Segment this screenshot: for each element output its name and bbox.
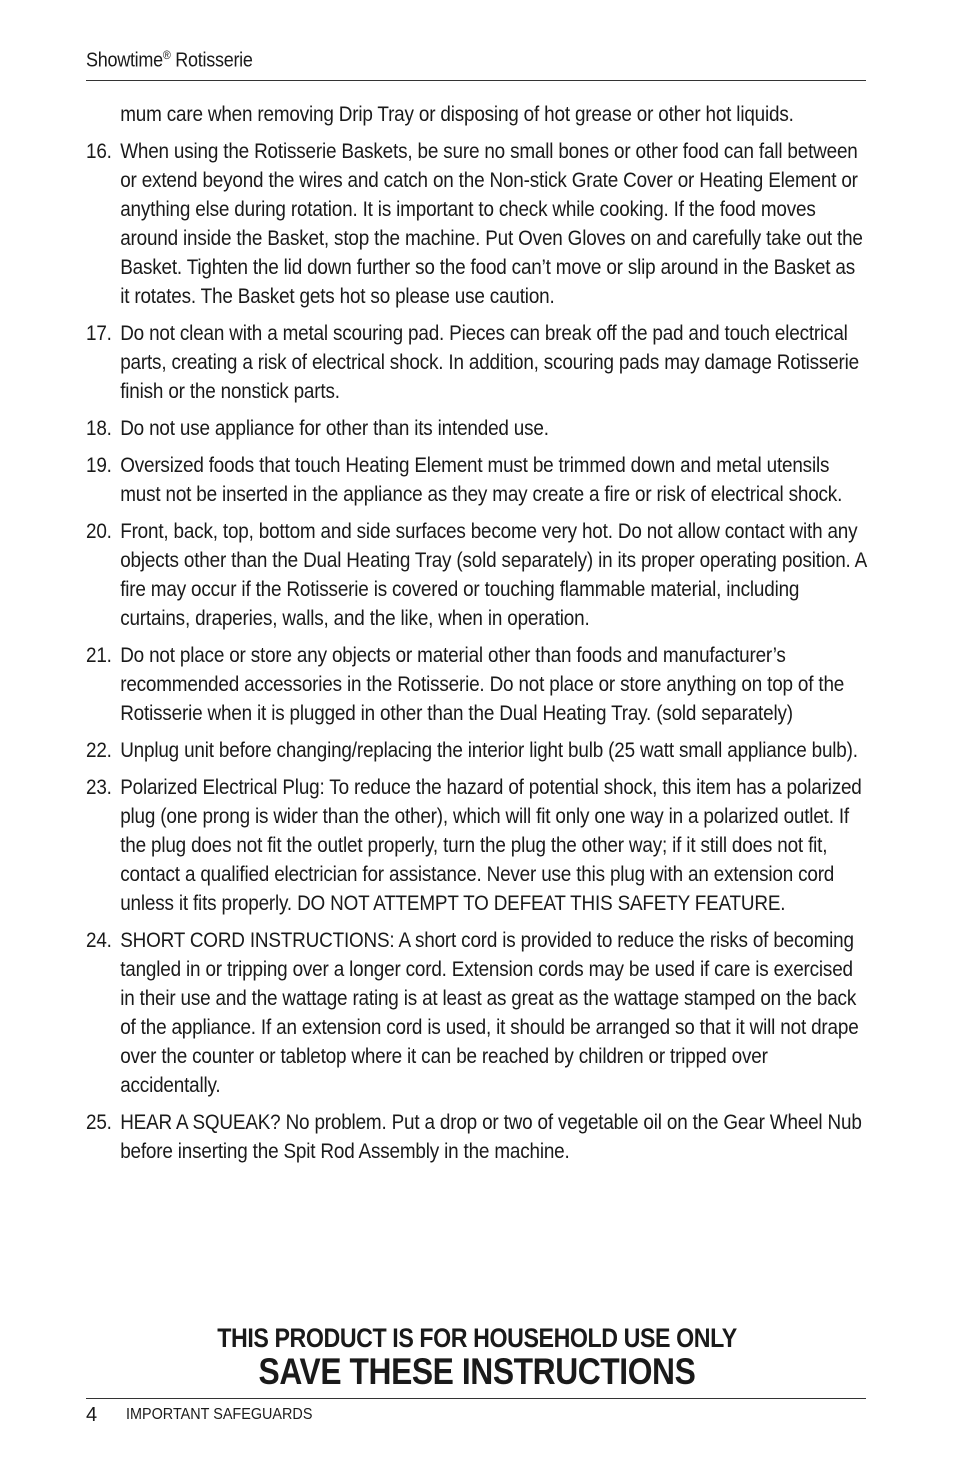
list-item bbox=[86, 1108, 867, 1166]
running-header bbox=[86, 48, 788, 73]
item-number: 21. bbox=[86, 644, 112, 667]
item-text: When using the Rotisserie Baskets, be sure no small bones or other food can fall between or extend beyond the wires and catch on the Non-stick Grate Cover or Heating Element or anything else during rotation. It is important to check while cooking. If the food moves around inside the Basket, stop the machine. Put Oven Gloves on and carefully take out the Basket. Tighten the lid down further so the food can’t move or slip around in the Basket as it rotates. The Basket gets hot so please use caution. bbox=[120, 140, 863, 308]
continued-text: mum care when removing Drip Tray or disposing of hot grease or other hot liquids. bbox=[120, 103, 794, 126]
item-number: 23. bbox=[86, 776, 112, 799]
page-number: 4 bbox=[86, 1404, 98, 1426]
header-title: Showtime bbox=[86, 49, 163, 72]
list-item bbox=[86, 736, 867, 765]
header-subtitle: Rotisserie bbox=[175, 49, 253, 72]
list-item bbox=[86, 137, 867, 311]
item-number: 16. bbox=[86, 140, 112, 163]
item-number: 20. bbox=[86, 520, 112, 543]
footer-rule bbox=[86, 1398, 866, 1399]
header-rule bbox=[86, 80, 866, 81]
item-text: Do not clean with a metal scouring pad. Pieces can break off the pad and touch electrical parts, creating a risk of electrical shock. In addition, scouring pads may damage Rotisserie finish or the nonstick parts. bbox=[120, 322, 859, 403]
save-instructions-heading: SAVE THESE INSTRUCTIONS bbox=[258, 1351, 696, 1392]
item-text: HEAR A SQUEAK? No problem. Put a drop or two of vegetable oil on the Gear Wheel Nub before inserting the Spit Rod Assembly in the machine. bbox=[120, 1111, 862, 1163]
item-text: Front, back, top, bottom and side surfaces become very hot. Do not allow contact with any objects other than the Dual Heating Tray (sold separately) in its proper operating position. A fire may occur if the Rotisserie is covered or touching flammable material, including curtains, draperies, walls, and the like, when in operation. bbox=[120, 520, 867, 630]
item-text: Oversized foods that touch Heating Element must be trimmed down and metal utensils must not be inserted in the appliance as they may create a fire or risk of electrical shock. bbox=[120, 454, 843, 506]
list-item bbox=[86, 926, 867, 1100]
item-text: Polarized Electrical Plug: To reduce the hazard of potential shock, this item has a polarized plug (one prong is wider than the other), which will fit only one way in a polarized outlet. If the plug does not fit the outlet properly, turn the plug the other way; if it still does not fit, contact a qualified electrician for assistance. Never use this plug with an extension cord unless it fits properly. DO NOT ATTEMPT TO DEFEAT THIS SAFETY FEATURE. bbox=[120, 776, 862, 915]
item-number: 25. bbox=[86, 1111, 112, 1134]
list-item bbox=[86, 517, 867, 633]
list-item bbox=[86, 641, 867, 728]
item-text: Unplug unit before changing/replacing the interior light bulb (25 watt small appliance bulb). bbox=[120, 739, 858, 762]
item-text: Do not place or store any objects or material other than foods and manufacturer’s recommended accessories in the Rotisserie. Do not place or store anything on top of the Rotisserie when it is plugged in other than the Dual Heating Tray. (sold separately) bbox=[120, 644, 845, 725]
numbered-items bbox=[86, 137, 867, 1166]
list-item bbox=[86, 414, 867, 443]
item-number: 18. bbox=[86, 417, 112, 440]
item-number: 19. bbox=[86, 454, 112, 477]
item-number: 24. bbox=[86, 929, 112, 952]
item-number: 17. bbox=[86, 322, 112, 345]
list-item bbox=[86, 451, 867, 509]
registered-mark: ® bbox=[162, 48, 171, 62]
item-text: SHORT CORD INSTRUCTIONS: A short cord is provided to reduce the risks of becoming tangled in or tripping over a longer cord. Extension cords may be used if care is exercised in their use and the wattage rating is at least as great as the wattage stamped on the back of the appliance. If an extension cord is used, it should be arranged so that it will not drape over the counter or tabletop where it can be reached by children or tripped over accidentally. bbox=[120, 929, 859, 1097]
item-text: Do not use appliance for other than its intended use. bbox=[120, 417, 549, 440]
item-number: 22. bbox=[86, 739, 112, 762]
list-item bbox=[86, 773, 867, 918]
footer-section-label: IMPORTANT SAFEGUARDS bbox=[126, 1406, 313, 1423]
list-item bbox=[86, 319, 867, 406]
household-notice: THIS PRODUCT IS FOR HOUSEHOLD USE ONLY bbox=[217, 1323, 737, 1353]
safeguards-list bbox=[86, 100, 867, 1174]
